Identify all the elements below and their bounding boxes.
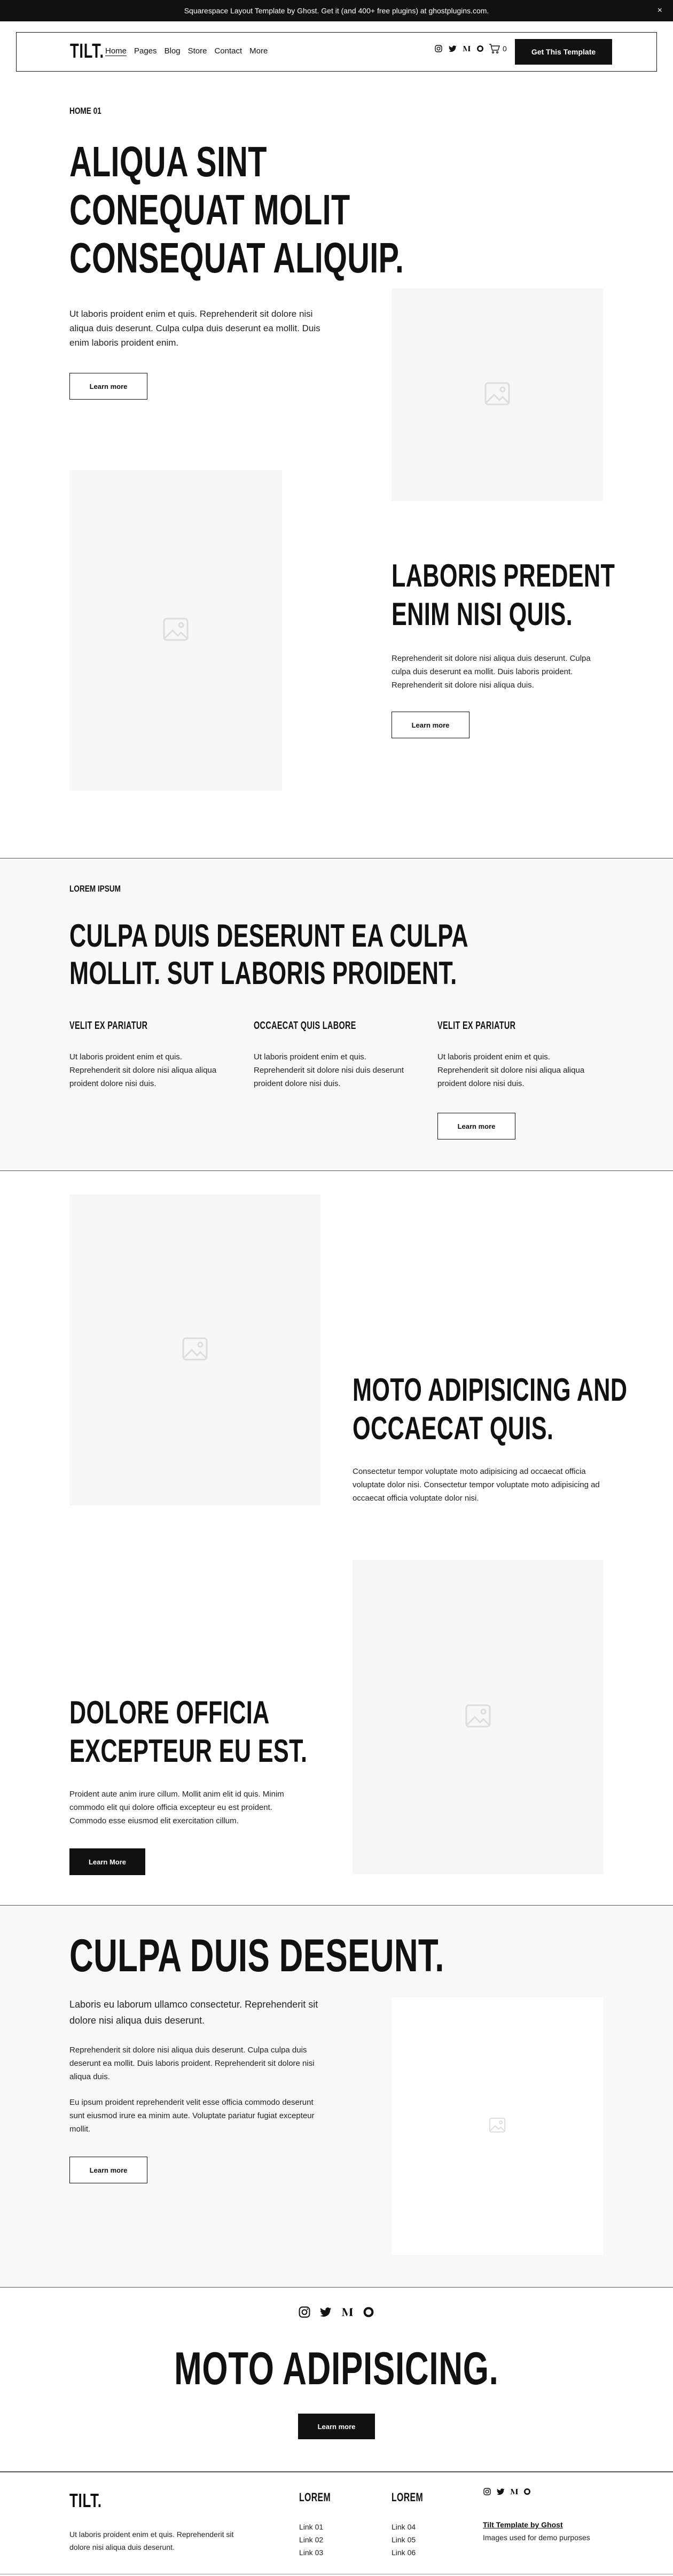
hero-title (69, 138, 534, 282)
header-social (434, 44, 484, 53)
footer-link[interactable]: Link 06 (392, 2548, 416, 2557)
features-title-line: MOLLIT. SUT LABORIS PROIDENT. (69, 955, 457, 991)
section5-title (69, 1693, 400, 1770)
footer-col1-links (299, 2520, 323, 2559)
announcement-text[interactable]: Squarespace Layout Template by Ghost. Get it (and 400+ free plugins) at ghostplugins.com. (184, 6, 489, 15)
feature-column (69, 1020, 230, 1090)
site-logo[interactable]: TILT. (70, 40, 104, 63)
section4-title-line: OCCAECAT QUIS. (353, 1410, 554, 1446)
features-title (69, 917, 623, 992)
section2-learn-more-button[interactable]: Learn more (392, 712, 469, 738)
section5-title-line: EXCEPTEUR EU EST. (69, 1733, 308, 1769)
section2-image (69, 470, 282, 791)
section5-learn-more-button[interactable]: Learn More (69, 1848, 145, 1875)
footer-credit-sub: Images used for demo purposes (483, 2533, 590, 2542)
footer-social (483, 2487, 531, 2496)
cta-title-wrap (0, 2342, 673, 2395)
section6-image (392, 1997, 603, 2255)
section6-body-2: Eu ipsum proident reprehenderit velit esse officia commodo deserunt sunt eiusmod irure ea minim aute. Voluptate pariatur fugiat excepteur mollit. (69, 2098, 315, 2134)
footer-link[interactable]: Link 02 (299, 2535, 324, 2544)
get-template-button[interactable]: Get This Template (515, 39, 612, 65)
instagram-icon[interactable] (298, 2306, 311, 2319)
close-icon[interactable]: × (657, 6, 662, 15)
footer-divider (0, 2471, 673, 2472)
section4-title-line: MOTO ADIPISICING AND (353, 1372, 628, 1408)
section6 (0, 1905, 673, 2288)
features-title-line: CULPA DUIS DESERUNT EA CULPA (69, 918, 468, 954)
cart-count: 0 (503, 44, 507, 53)
nav-item-more[interactable]: More (249, 46, 268, 56)
main-nav (105, 46, 268, 56)
section2-title (392, 557, 673, 634)
image-placeholder-icon (180, 1334, 210, 1367)
instagram-icon[interactable] (434, 44, 443, 53)
instagram-icon[interactable] (483, 2487, 491, 2496)
section4-title (353, 1371, 673, 1448)
circle-icon[interactable] (476, 44, 484, 53)
twitter-icon[interactable] (496, 2487, 505, 2496)
footer-logo[interactable]: TILT. (69, 2489, 102, 2511)
announcement-bar (0, 0, 673, 21)
circle-icon[interactable] (362, 2306, 375, 2319)
footer-col1-title: LOREM (299, 2491, 331, 2504)
section5-title-line: DOLORE OFFICIA (69, 1695, 270, 1730)
nav-item-pages[interactable]: Pages (134, 46, 157, 56)
section4-image (69, 1195, 320, 1505)
hero-image (392, 288, 603, 501)
image-placeholder-icon (482, 379, 512, 411)
twitter-icon[interactable] (448, 44, 457, 53)
image-placeholder-icon (463, 1701, 493, 1734)
nav-item-home[interactable]: Home (105, 46, 127, 56)
features-section (0, 858, 673, 1171)
feature-body: Ut laboris proident enim et quis. Reprehenderit sit dolore nisi aliqua aliqua proident dolore nisi duis. (437, 1052, 585, 1088)
hero-learn-more-button[interactable]: Learn more (69, 373, 147, 400)
cta-title: MOTO ADIPISICING. (174, 2343, 499, 2394)
feature-body: Ut laboris proident enim et quis. Reprehenderit sit dolore nisi duis deserunt proident dolore nisi duis. (254, 1052, 404, 1088)
nav-item-blog[interactable]: Blog (164, 46, 181, 56)
section2-title-line: ENIM NISI QUIS. (392, 596, 573, 632)
feature-column (437, 1020, 598, 1090)
section5-body: Proident aute anim irure cillum. Mollit anim elit id quis. Minim commodo elit qui dolore officia excepteur eu est proident. Commodo esse eiusmod elit exercitation cillum. (69, 1790, 284, 1825)
medium-icon[interactable] (462, 44, 471, 53)
section6-title: CULPA DUIS DESEUNT. (69, 1930, 444, 1981)
image-placeholder-icon (488, 2116, 507, 2137)
feature-title: OCCAECAT QUIS LABORE (254, 1020, 356, 1032)
medium-icon[interactable] (341, 2306, 354, 2319)
cart-icon (489, 43, 500, 54)
cart-button[interactable] (489, 43, 507, 54)
section4-body: Consectetur tempor voluptate moto adipisicing ad occaecat officia voluptate dolor nisi. Consectetur tempor voluptate moto adipisicing ad occaecat officia voluptate dolor nisi. (353, 1467, 600, 1503)
footer-col2-title: LOREM (392, 2491, 424, 2504)
footer-link[interactable]: Link 04 (392, 2523, 416, 2531)
footer-link[interactable]: Link 03 (299, 2548, 324, 2557)
footer-link[interactable]: Link 05 (392, 2535, 416, 2544)
nav-item-contact[interactable]: Contact (214, 46, 242, 56)
footer-link[interactable]: Link 01 (299, 2523, 324, 2531)
footer-col2-links (392, 2520, 416, 2559)
section2-body: Reprehenderit sit dolore nisi aliqua duis deserunt. Culpa culpa duis deserunt ea mollit. Duis laboris proident. Reprehenderit sit dolore nisi aliqua duis. (392, 654, 591, 690)
circle-icon[interactable] (523, 2487, 531, 2496)
section6-lead: Laboris eu laborum ullamco consectetur. Reprehenderit sit dolore nisi aliqua duis deserunt. (69, 1999, 318, 2026)
features-learn-more-button[interactable]: Learn more (437, 1113, 515, 1139)
footer-credit-title[interactable]: Tilt Template by Ghost (483, 2520, 563, 2529)
feature-body: Ut laboris proident enim et quis. Reprehenderit sit dolore nisi aliqua aliqua proident dolore nisi duis. (69, 1052, 217, 1088)
feature-title: VELIT EX PARIATUR (69, 1020, 148, 1032)
section6-learn-more-button[interactable]: Learn more (69, 2157, 147, 2183)
features-eyebrow: LOREM IPSUM (69, 884, 121, 894)
section2-title-line: LABORIS PREDENT (392, 558, 615, 594)
hero-eyebrow: HOME 01 (69, 106, 101, 116)
site-header (16, 32, 657, 72)
image-placeholder-icon (161, 614, 191, 647)
cta-social (298, 2306, 375, 2319)
hero-title-line: CONSEQUAT ALIQUIP. (69, 234, 404, 282)
hero-title-line: ALIQUA SINT (69, 138, 267, 185)
section6-body-1: Reprehenderit sit dolore nisi aliqua duis deserunt. Culpa culpa duis deserunt ea mollit. Duis laboris proident. Reprehenderit sit dolore nisi aliqua duis. (69, 2046, 315, 2081)
hero-title-line: CONEQUAT MOLIT (69, 186, 350, 233)
twitter-icon[interactable] (319, 2306, 332, 2319)
feature-column (254, 1020, 414, 1090)
feature-title: VELIT EX PARIATUR (437, 1020, 516, 1032)
nav-item-store[interactable]: Store (187, 46, 207, 56)
hero-body: Ut laboris proident enim et quis. Reprehenderit sit dolore nisi aliqua duis deserunt. Culpa culpa duis deserunt ea mollit. Duis enim laboris proident enim. (69, 309, 320, 348)
medium-icon[interactable] (510, 2487, 518, 2496)
footer-about: Ut laboris proident enim et quis. Reprehenderit sit dolore nisi aliqua duis deserunt. (69, 2530, 234, 2551)
cta-learn-more-button[interactable]: Learn more (298, 2414, 375, 2439)
